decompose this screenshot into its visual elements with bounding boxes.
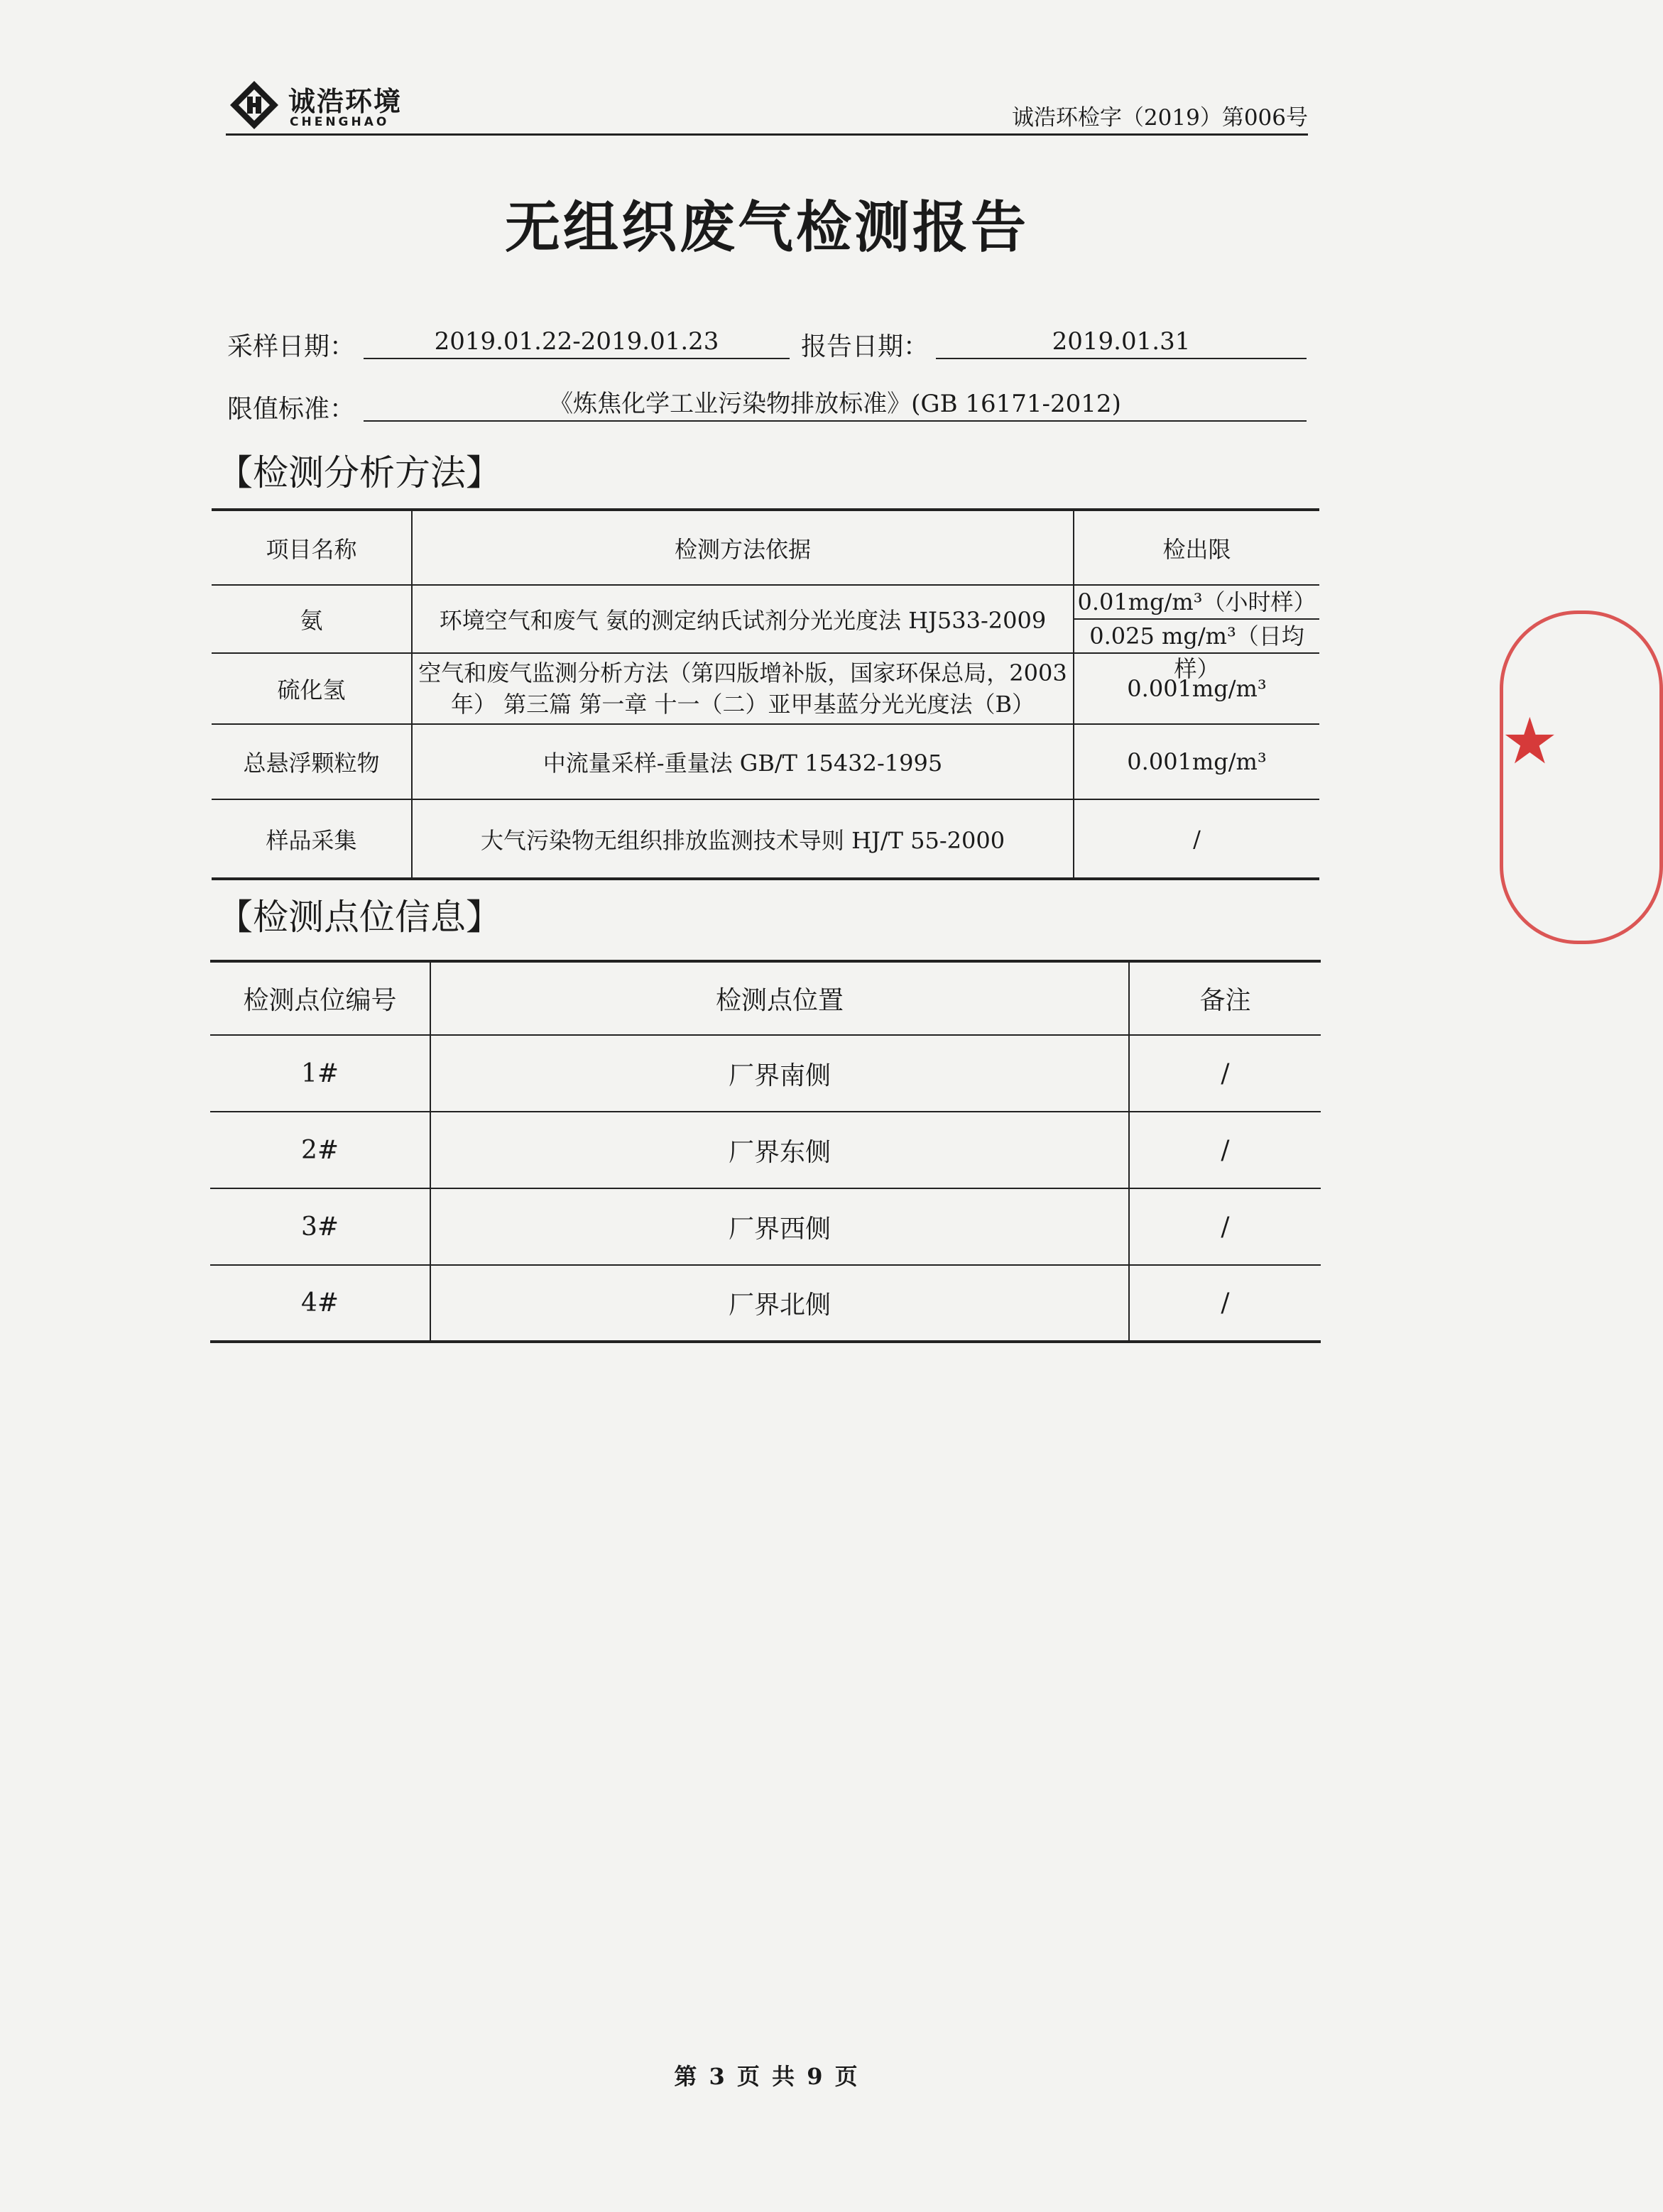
document-number: 诚浩环检字（2019）第006号 bbox=[1011, 105, 1308, 131]
red-seal-fragment bbox=[1491, 611, 1559, 937]
item-name: 样品采集 bbox=[212, 799, 412, 879]
detection-limit-daily: 0.025 mg/m³（日均样） bbox=[1089, 623, 1304, 682]
methods-table bbox=[212, 508, 1319, 880]
header-divider bbox=[226, 133, 1308, 136]
table-row bbox=[210, 1188, 1321, 1265]
report-date-label: 报告日期： bbox=[801, 332, 929, 361]
column-header-point-id: 检测点位编号 bbox=[210, 961, 430, 1035]
standard-value: 《炼焦化学工业污染物排放标准》(GB 16171-2012) bbox=[364, 388, 1307, 422]
sampling-date-label: 采样日期： bbox=[227, 332, 356, 361]
standard-label: 限值标准： bbox=[227, 395, 356, 424]
method-basis bbox=[412, 653, 1074, 724]
point-id: 1# bbox=[210, 1035, 430, 1112]
detection-limit-hourly: 0.01mg/m³（小时样） bbox=[1074, 586, 1319, 620]
methods-row-ammonia bbox=[212, 585, 1319, 653]
point-location: 厂界南侧 bbox=[430, 1035, 1129, 1112]
points-section-title: 【检测点位信息】 bbox=[217, 897, 501, 938]
point-id: 3# bbox=[210, 1188, 430, 1265]
method-basis-line-1: 空气和废气监测分析方法（第四版增补版，国家环保总局，2003 bbox=[418, 659, 1067, 686]
column-header-remark: 备注 bbox=[1129, 961, 1321, 1035]
methods-row-hydrogen-sulfide bbox=[212, 653, 1319, 724]
point-remark: / bbox=[1129, 1035, 1321, 1112]
method-basis: 环境空气和废气 氨的测定纳氏试剂分光光度法 HJ533-2009 bbox=[412, 585, 1074, 653]
sampling-date-value: 2019.01.22-2019.01.23 bbox=[364, 325, 790, 359]
table-row bbox=[210, 1265, 1321, 1342]
column-header-item: 项目名称 bbox=[212, 510, 412, 585]
methods-section-title: 【检测分析方法】 bbox=[217, 452, 501, 493]
point-id: 4# bbox=[210, 1265, 430, 1342]
seal-star-icon: ★ bbox=[1501, 704, 1559, 779]
point-remark: / bbox=[1129, 1112, 1321, 1188]
points-header-row bbox=[210, 961, 1321, 1035]
detection-limit bbox=[1074, 585, 1319, 682]
table-row bbox=[210, 1035, 1321, 1112]
company-logo bbox=[229, 80, 406, 136]
methods-row-sampling bbox=[212, 799, 1319, 879]
point-location: 厂界北侧 bbox=[430, 1265, 1129, 1342]
page-number: 第 3 页 共 9 页 bbox=[674, 2063, 860, 2090]
method-basis: 中流量采样-重量法 GB/T 15432-1995 bbox=[412, 724, 1074, 799]
column-header-method: 检测方法依据 bbox=[412, 510, 1074, 585]
point-remark: / bbox=[1129, 1265, 1321, 1342]
detection-limit: 0.001mg/m³ bbox=[1074, 724, 1319, 799]
item-name: 硫化氢 bbox=[212, 653, 412, 724]
logo-chinese-name: 诚浩环境 bbox=[288, 86, 403, 117]
method-basis-line-2: 年） 第三篇 第一章 十一（二）亚甲基蓝分光光度法（B） bbox=[450, 691, 1035, 718]
report-date-value: 2019.01.31 bbox=[936, 325, 1307, 359]
detection-limit: 0.001mg/m³ bbox=[1074, 653, 1319, 724]
logo-english-name: CHENGHAO bbox=[290, 115, 390, 129]
column-header-point-location: 检测点位置 bbox=[430, 961, 1129, 1035]
detection-limit: / bbox=[1074, 799, 1319, 879]
point-remark: / bbox=[1129, 1188, 1321, 1265]
points-table bbox=[210, 960, 1321, 1343]
table-row bbox=[210, 1112, 1321, 1188]
item-name: 氨 bbox=[212, 585, 412, 653]
method-basis: 大气污染物无组织排放监测技术导则 HJ/T 55-2000 bbox=[412, 799, 1074, 879]
methods-row-tsp bbox=[212, 724, 1319, 799]
report-title: 无组织废气检测报告 bbox=[504, 195, 1029, 260]
column-header-limit: 检出限 bbox=[1074, 510, 1319, 585]
logo-mark-icon bbox=[229, 80, 280, 131]
point-location: 厂界东侧 bbox=[430, 1112, 1129, 1188]
point-id: 2# bbox=[210, 1112, 430, 1188]
methods-header-row bbox=[212, 510, 1319, 585]
item-name: 总悬浮颗粒物 bbox=[212, 724, 412, 799]
point-location: 厂界西侧 bbox=[430, 1188, 1129, 1265]
